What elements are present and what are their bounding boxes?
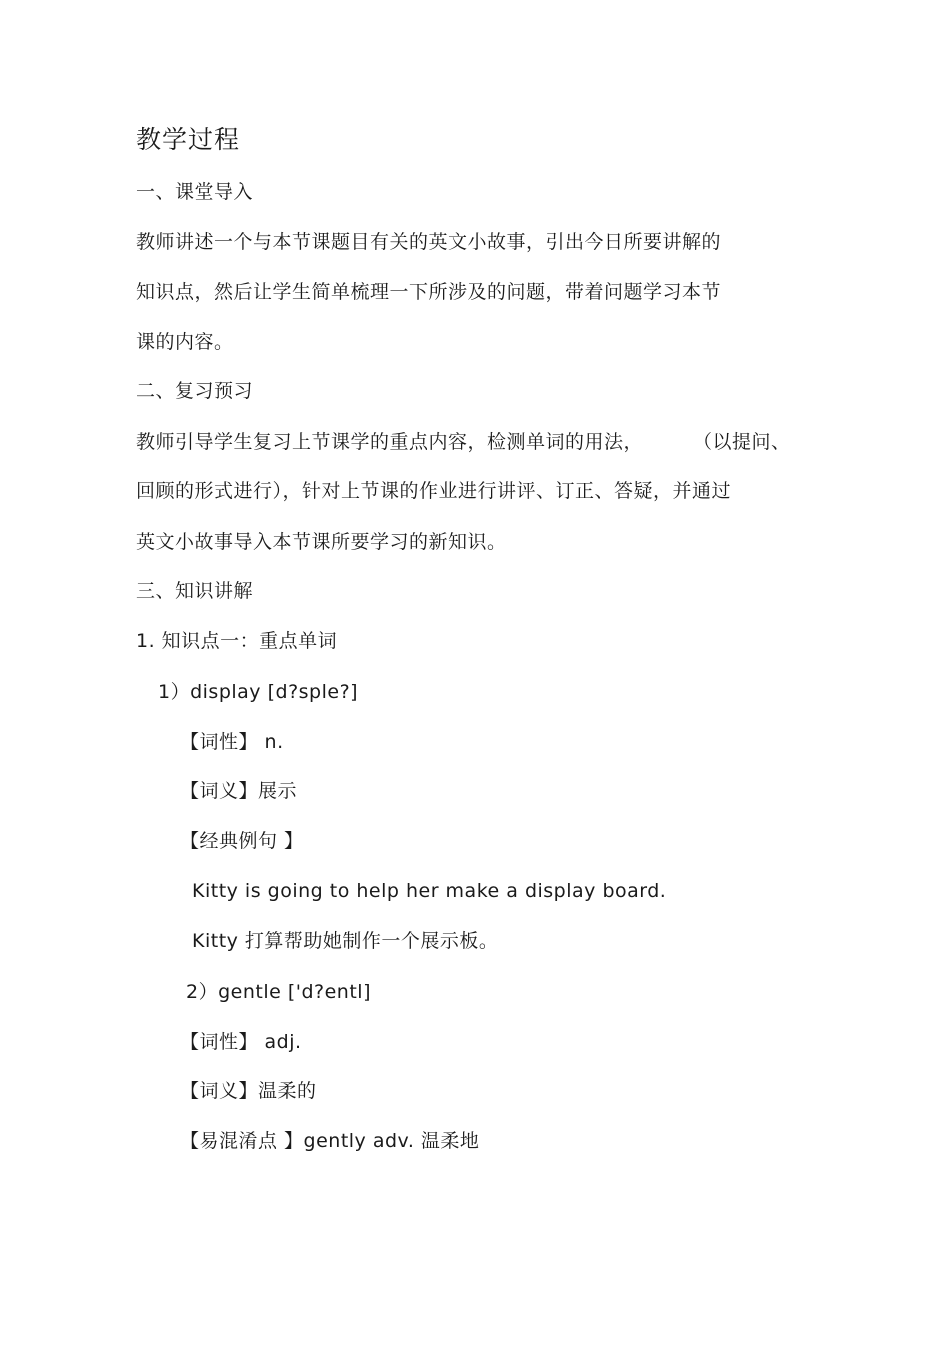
knowledge-point-1: 1. 知识点一：重点单词 xyxy=(136,630,338,652)
page-title: 教学过程 xyxy=(136,125,241,154)
review-paragraph-line-3: 英文小故事导入本节课所要学习的新知识。 xyxy=(136,531,507,553)
word1-example-chinese: Kitty 打算帮助她制作一个展示板。 xyxy=(192,930,499,952)
section-heading-intro: 一、课堂导入 xyxy=(136,181,254,203)
word1-part-of-speech: 【词性】 n. xyxy=(180,731,284,753)
intro-paragraph-line-2: 知识点，然后让学生简单梳理一下所涉及的问题，带着问题学习本节 xyxy=(136,281,722,303)
intro-paragraph-line-3: 课的内容。 xyxy=(136,331,234,353)
word2-part-of-speech: 【词性】 adj. xyxy=(180,1031,302,1053)
word1-headword: 1）display [d?sple?] xyxy=(158,681,359,703)
review-paragraph-line-1-main: 教师引导学生复习上节课学的重点内容，检测单词的用法， xyxy=(136,431,644,453)
word2-confusable: 【易混淆点 】gently adv. 温柔地 xyxy=(180,1130,480,1152)
word1-example-english: Kitty is going to help her make a display board. xyxy=(192,880,667,902)
section-heading-knowledge: 三、知识讲解 xyxy=(136,580,254,602)
section-heading-review: 二、复习预习 xyxy=(136,380,254,402)
word1-meaning: 【词义】展示 xyxy=(180,780,298,802)
word2-meaning: 【词义】温柔的 xyxy=(180,1080,317,1102)
intro-paragraph-line-1: 教师讲述一个与本节课题目有关的英文小故事，引出今日所要讲解的 xyxy=(136,231,722,253)
review-paragraph-line-1 xyxy=(136,430,791,454)
word1-example-label: 【经典例句 】 xyxy=(180,830,304,852)
review-paragraph-line-1-tail: （以提问、 xyxy=(693,431,791,453)
review-paragraph-line-2: 回顾的形式进行），针对上节课的作业进行讲评、订正、答疑，并通过 xyxy=(136,480,732,502)
word2-headword: 2）gentle ['d?entl] xyxy=(186,981,371,1003)
